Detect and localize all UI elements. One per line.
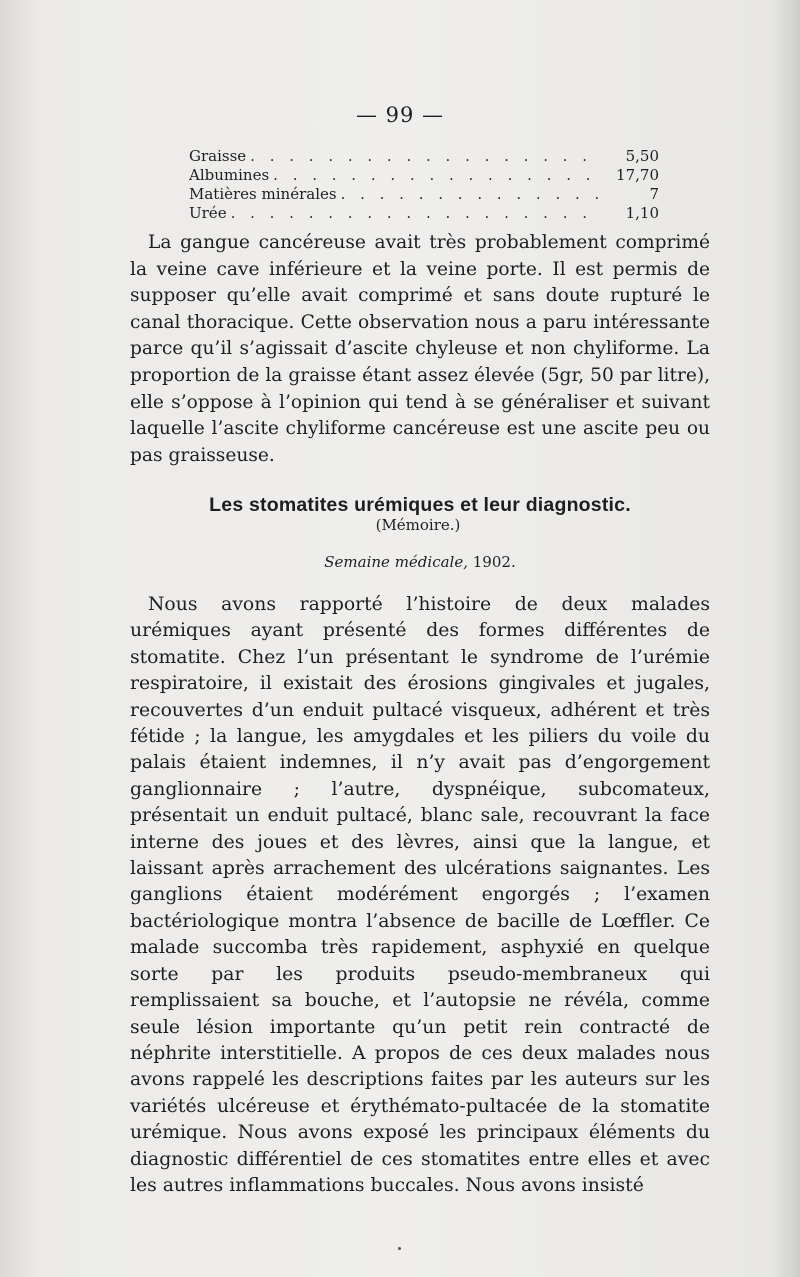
paragraph-ascite-text: La gangue cancéreuse avait très probablement comprimé la veine cave inférieure et la veine porte. Il est permis de supposer qu’elle avait comprimé et sans doute rupturé le canal thoracique. Cette observation nous a paru intéressante parce qu’il s’agissait d’ascite chyleuse et non chyliforme. La proportion de la graisse étant assez élevée (5gr, 50 par litre), elle s’oppose à l’opinion qui tend à se généraliser et suivant laquelle l’ascite chyliforme cancéreuse est une ascite peu ou pas graisseuse. — [130, 232, 710, 466]
composition-label: Urée — [189, 204, 227, 222]
composition-value: 5,50 — [625, 147, 659, 165]
ink-speck — [398, 1247, 401, 1250]
composition-value: 1,10 — [625, 204, 659, 222]
composition-table — [189, 147, 659, 223]
composition-value: 17,70 — [616, 166, 659, 184]
paragraph-stomatites — [130, 592, 710, 1199]
dot-leader — [250, 147, 601, 166]
source-journal: Semaine médicale, — [324, 553, 468, 571]
source-year: 1902. — [472, 553, 516, 571]
composition-row — [189, 166, 659, 185]
dot-leader — [231, 204, 601, 223]
composition-value: 7 — [649, 185, 659, 203]
page-number: — 99 — — [355, 103, 445, 127]
section-subtitle: (Mémoire.) — [375, 516, 461, 534]
composition-row — [189, 204, 659, 223]
paragraph-ascite — [130, 230, 710, 469]
composition-row — [189, 147, 659, 166]
composition-label: Albumines — [189, 166, 270, 184]
section-title: Les stomatites urémiques et leur diagnostic. — [209, 494, 631, 516]
section-source — [0, 553, 800, 571]
paragraph-stomatites-text: Nous avons rapporté l’histoire de deux malades urémiques ayant présenté des formes différentes de stomatite. Chez l’un présentant le syndrome de l’urémie respiratoire, il existait des érosions gingivales et jugales, recouvertes d’un enduit pultacé visqueux, adhérent et très fétide ; la langue, les amygdales et les piliers du voile du palais étaient indemnes, il n’y avait pas d’engorgement ganglionnaire ; l’autre, dyspnéique, subcomateux, présentait un enduit pultacé, blanc sale, recouvrant la face interne des joues et des lèvres, ainsi que la langue, et laissant après arrachement des ulcérations saignantes. Les ganglions étaient modérément engorgés ; l’examen bactériologique montra l’absence de bacille de Lœffler. Ce malade succomba très rapidement, asphyxié en quelque sorte par les produits pseudo-membraneux qui remplissaient sa bouche, et l’autopsie ne révéla, comme seule lésion importante qu’un petit rein contracté de néphrite interstitielle. A propos de ces deux malades nous avons rappelé les descriptions faites par les auteurs sur les variétés ulcéreuse et érythémato-pultacée de la stomatite urémique. Nous avons exposé les principaux éléments du diagnostic différentiel de ces stomatites entre elles et avec les autres inflammations buccales. Nous avons insisté — [130, 594, 710, 1196]
composition-label: Graisse — [189, 147, 247, 165]
dot-leader — [273, 166, 601, 185]
composition-row — [189, 185, 659, 204]
dot-leader — [341, 185, 601, 204]
composition-label: Matières minérales — [189, 185, 337, 203]
